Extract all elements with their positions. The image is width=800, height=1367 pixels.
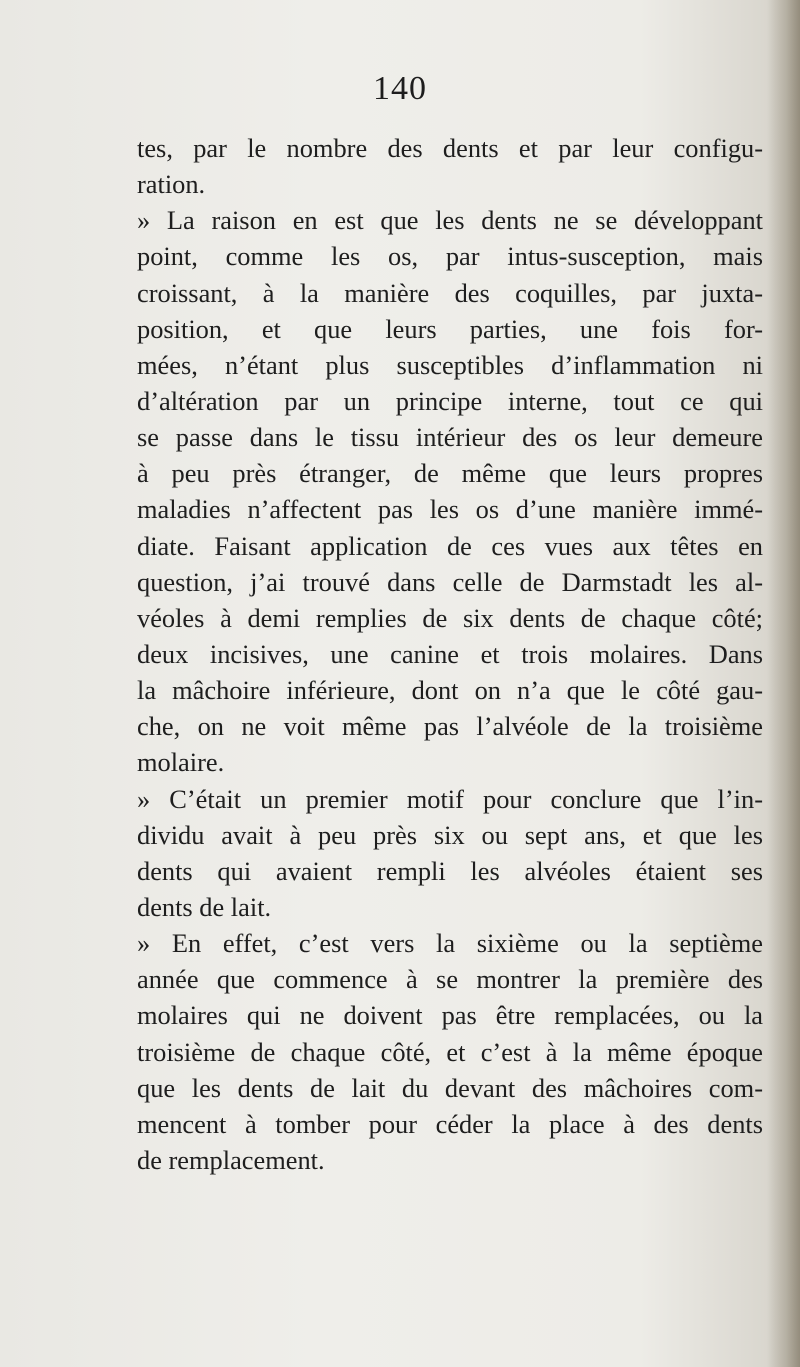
text-line: deux incisives, une canine et trois molaires. Dans [137, 638, 763, 669]
text-line: troisième de chaque côté, et c’est à la même époque [137, 1036, 763, 1067]
text-line: mées, n’étant plus susceptibles d’inflammation ni [137, 349, 763, 380]
text-line: ration. [137, 169, 206, 200]
text-line: la mâchoire inférieure, dont on n’a que le côté gau- [137, 675, 763, 706]
text-line: » La raison en est que les dents ne se développant [137, 205, 763, 236]
text-line: se passe dans le tissu intérieur des os leur demeure [137, 422, 763, 453]
text-line: que les dents de lait du devant des mâchoires com- [137, 1072, 763, 1103]
paragraph-1 [137, 130, 763, 202]
page-edge-shadow [766, 0, 800, 1367]
page-body-text [137, 130, 763, 1178]
text-line: che, on ne voit même pas l’alvéole de la troisième [137, 711, 763, 742]
text-line: à peu près étranger, de même que leurs propres [137, 458, 763, 489]
text-line: de remplacement. [137, 1144, 325, 1175]
text-line: mencent à tomber pour céder la place à des dents [137, 1108, 763, 1139]
paragraph-4 [137, 925, 763, 1178]
text-line: tes, par le nombre des dents et par leur configu- [137, 133, 763, 163]
text-line: dividu avait à peu près six ou sept ans, et que les [137, 819, 763, 850]
page-number: 140 [373, 70, 427, 107]
text-line: point, comme les os, par intus-susception, mais [137, 241, 763, 272]
text-line: année que commence à se montrer la première des [137, 964, 763, 995]
paragraph-3 [137, 781, 763, 926]
text-line: question, j’ai trouvé dans celle de Darmstadt les al- [137, 566, 763, 597]
text-line: dents qui avaient rempli les alvéoles étaient ses [137, 855, 763, 886]
text-line: maladies n’affectent pas les os d’une manière immé- [137, 494, 763, 525]
text-line: diate. Faisant application de ces vues aux têtes en [137, 530, 763, 561]
text-line: molaire. [137, 747, 225, 778]
text-line: » C’était un premier motif pour conclure que l’in- [137, 783, 763, 814]
text-line: dents de lait. [137, 891, 272, 922]
text-line: » En effet, c’est vers la sixième ou la septième [137, 928, 763, 959]
paragraph-2 [137, 202, 763, 780]
text-line: véoles à demi remplies de six dents de chaque côté; [137, 602, 763, 633]
text-line: position, et que leurs parties, une fois for- [137, 313, 763, 344]
text-line: d’altération par un principe interne, tout ce qui [137, 385, 763, 416]
text-line: molaires qui ne doivent pas être remplacées, ou la [137, 1000, 763, 1031]
text-line: croissant, à la manière des coquilles, par juxta- [137, 277, 763, 308]
